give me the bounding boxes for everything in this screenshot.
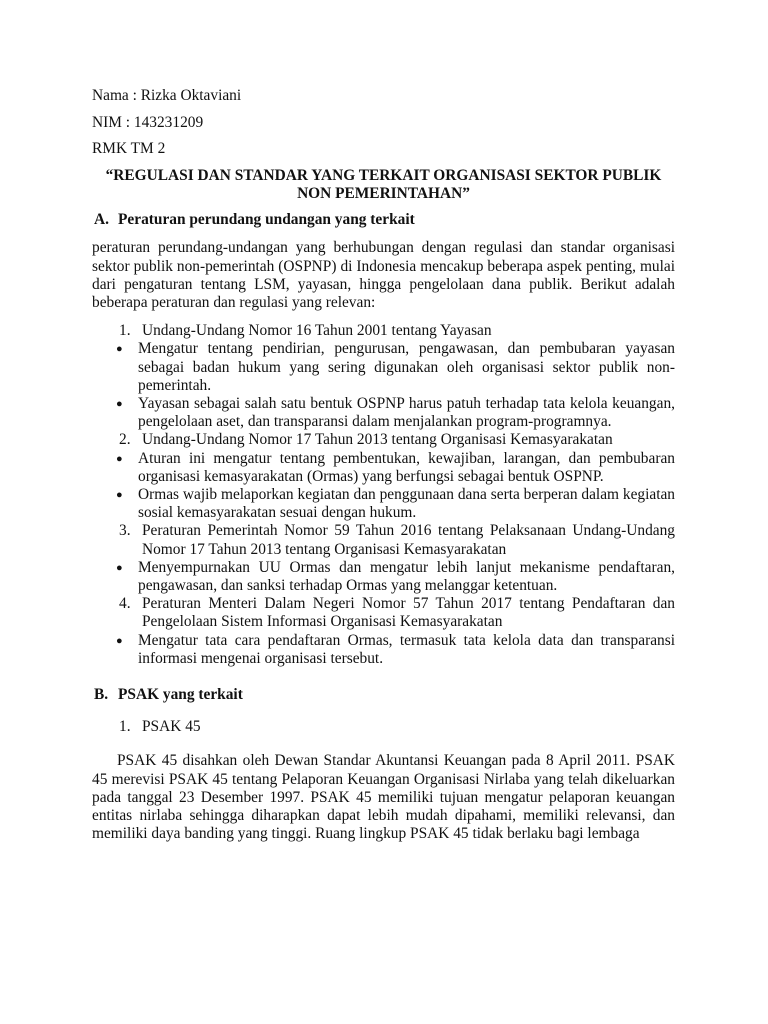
bullet-item	[92, 395, 675, 431]
regulation-list	[92, 322, 675, 668]
regulation-number: 3.	[119, 522, 131, 540]
section-a-intro: peraturan perundang-undangan yang berhubungan dengan regulasi dan standar organisasi sektor publik non-pemerintah (OSPNP) di Indonesia mencakup beberapa aspek penting, mulai dari pengaturan tentang LSM, yayasan, hingga pengelolaan dana publik. Berikut adalah beberapa peraturan dan regulasi yang relevan:	[92, 239, 675, 311]
bullet-text: Aturan ini mengatur tentang pembentukan, kewajiban, larangan, dan pembubaran organisasi kemasyarakatan (Ormas) yang berfungsi sebagai bentuk OSPNP.	[138, 449, 675, 485]
bullet-text: Menyempurnakan UU Ormas dan mengatur lebih lanjut mekanisme pendaftaran, pengawasan, dan sanksi terhadap Ormas yang melanggar ketentuan.	[138, 558, 675, 595]
regulation-bullets	[92, 559, 675, 595]
bullet-icon: ●	[116, 634, 123, 647]
regulation-item	[92, 431, 675, 449]
psak-paragraph: PSAK 45 disahkan oleh Dewan Standar Akuntansi Keuangan pada 8 April 2011. PSAK 45 merevisi PSAK 45 tentang Pelaporan Keuangan Organisasi Nirlaba yang telah dikeluarkan pada tanggal 23 Desember 1997. PSAK 45 memiliki tujuan mengatur pelaporan keuangan entitas nirlaba sehingga diharapkan dapat lebih mudah dipahami, memiliki relevansi, dan memiliki daya banding yang tinggi. Ruang lingkup PSAK 45 tidak berlaku bagi lembaga	[92, 752, 675, 843]
regulation-bullets	[92, 632, 675, 668]
regulation-number: 1.	[119, 322, 131, 340]
regulation-title: Peraturan Pemerintah Nomor 59 Tahun 2016 tentang Pelaksanaan Undang-Undang Nomor 17 Tahun 2013 tentang Organisasi Kemasyarakatan	[142, 522, 675, 558]
psak-title: PSAK 45	[142, 718, 201, 736]
section-a-heading	[92, 211, 675, 229]
document-title: “REGULASI DAN STANDAR YANG TERKAIT ORGANISASI SEKTOR PUBLIK NON PEMERINTAHAN”	[105, 166, 662, 202]
regulation-bullets	[92, 340, 675, 431]
regulation-title: Peraturan Menteri Dalam Negeri Nomor 57 Tahun 2017 tentang Pendaftaran dan Pengelolaan Sistem Informasi Organisasi Kemasyarakatan	[142, 595, 675, 631]
bullet-icon: ●	[116, 452, 123, 465]
bullet-item	[92, 340, 675, 395]
section-a-label: A.	[94, 211, 109, 229]
bullet-icon: ●	[116, 343, 123, 356]
bullet-item	[92, 450, 675, 486]
bullet-icon: ●	[116, 561, 123, 574]
section-b-title: PSAK yang terkait	[118, 686, 243, 704]
section-a-title: Peraturan perundang undangan yang terkait	[118, 211, 415, 229]
bullet-text: Yayasan sebagai salah satu bentuk OSPNP harus patuh terhadap tata kelola keuangan, pengelolaan aset, dan transparansi dalam menjalankan program-programnya.	[138, 395, 675, 431]
bullet-item	[92, 559, 675, 595]
psak-item	[92, 718, 675, 736]
regulation-number: 4.	[119, 595, 131, 613]
psak-number: 1.	[119, 718, 131, 736]
document-page	[92, 87, 675, 843]
student-name: Nama : Rizka Oktaviani	[92, 87, 242, 104]
bullet-item	[92, 632, 675, 668]
regulation-item	[92, 522, 675, 558]
bullet-text: Ormas wajib melaporkan kegiatan dan penggunaan dana serta berperan dalam kegiatan sosial kemasyarakatan sesuai dengan hukum.	[138, 486, 675, 522]
bullet-text: Mengatur tentang pendirian, pengurusan, pengawasan, dan pembubaran yayasan sebagai badan hukum yang sering digunakan oleh organisasi sektor publik non-pemerintah.	[138, 340, 675, 394]
regulation-bullets	[92, 450, 675, 523]
regulation-item	[92, 322, 675, 340]
regulation-title: Undang-Undang Nomor 17 Tahun 2013 tentang Organisasi Kemasyarakatan	[142, 431, 613, 449]
section-b-label: B.	[94, 686, 109, 704]
regulation-title: Undang-Undang Nomor 16 Tahun 2001 tentang Yayasan	[142, 322, 492, 340]
section-b-heading	[92, 686, 675, 704]
regulation-item	[92, 595, 675, 631]
assignment-code: RMK TM 2	[92, 140, 166, 158]
bullet-icon: ●	[116, 398, 123, 411]
regulation-number: 2.	[119, 431, 131, 449]
bullet-icon: ●	[116, 489, 123, 502]
bullet-item	[92, 486, 675, 522]
bullet-text: Mengatur tata cara pendaftaran Ormas, termasuk tata kelola data dan transparansi informasi mengenai organisasi tersebut.	[138, 631, 675, 667]
student-nim: NIM : 143231209	[92, 113, 204, 131]
